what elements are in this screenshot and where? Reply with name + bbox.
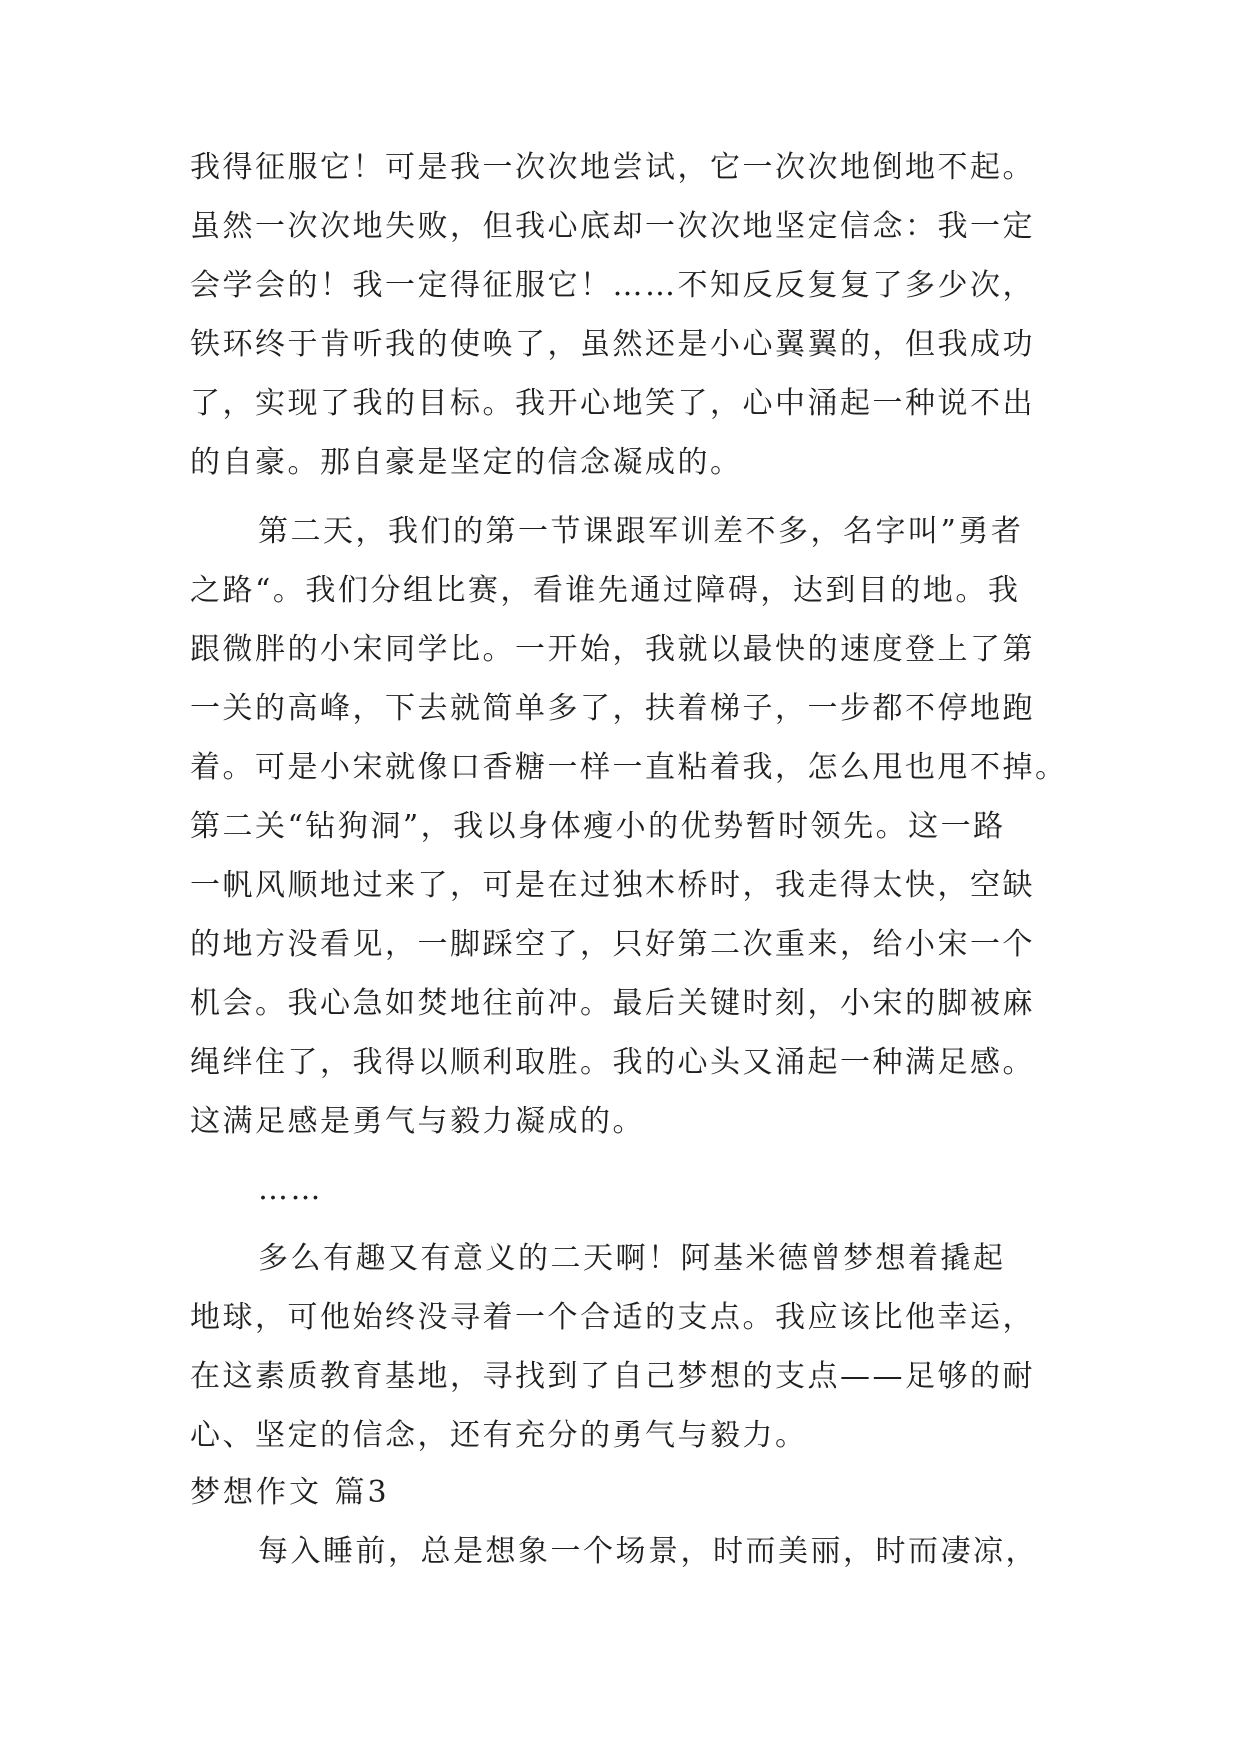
paragraph-1-line-5: 了，实现了我的目标。我开心地笑了，心中涌起一种说不出 (190, 386, 1035, 421)
paragraph-1-line-4: 铁环终于肯听我的使唤了，虽然还是小心翼翼的，但我成功 (190, 327, 1035, 362)
paragraph-3-line-2: 地球，可他始终没寻着一个合适的支点。我应该比他幸运， (190, 1300, 1035, 1335)
paragraph-2-line-4: 一关的高峰，下去就简单多了，扶着梯子，一步都不停地跑 (190, 691, 1035, 726)
paragraph-1-line-2: 虽然一次次地失败，但我心底却一次次地坚定信念：我一定 (190, 209, 1035, 244)
paragraph-2-line-5: 着。可是小宋就像口香糖一样一直粘着我，怎么甩也甩不掉。 (190, 750, 1068, 785)
paragraph-2-line-9: 机会。我心急如焚地往前冲。最后关键时刻，小宋的脚被麻 (190, 986, 1035, 1021)
paragraph-3-line-3: 在这素质教育基地，寻找到了自己梦想的支点——足够的耐 (190, 1359, 1035, 1394)
paragraph-4-line-1: 每入睡前，总是想象一个场景，时而美丽，时而凄凉， (258, 1534, 1038, 1569)
paragraph-3-line-1: 多么有趣又有意义的二天啊！阿基米德曾梦想着撬起 (258, 1241, 1006, 1276)
paragraph-2-line-3: 跟微胖的小宋同学比。一开始，我就以最快的速度登上了第 (190, 632, 1035, 667)
paragraph-3-line-4: 心、坚定的信念，还有充分的勇气与毅力。 (190, 1418, 808, 1453)
paragraph-1-line-1: 我得征服它！可是我一次次地尝试，它一次次地倒地不起。 (190, 150, 1035, 185)
paragraph-2-line-11: 这满足感是勇气与毅力凝成的。 (190, 1104, 645, 1139)
paragraph-2-line-2: 之路“。我们分组比赛，看谁先通过障碍，达到目的地。我 (190, 573, 1021, 608)
paragraph-2-line-6: 第二关“钻狗洞”，我以身体瘦小的优势暂时领先。这一路 (190, 809, 1006, 844)
paragraph-2-line-7: 一帆风顺地过来了，可是在过独木桥时，我走得太快，空缺 (190, 868, 1035, 903)
paragraph-2-line-10: 绳绊住了，我得以顺利取胜。我的心头又涌起一种满足感。 (190, 1045, 1035, 1080)
paragraph-2-line-1: 第二天，我们的第一节课跟军训差不多，名字叫”勇者 (258, 514, 1024, 549)
ellipsis-line: …… (258, 1172, 323, 1207)
paragraph-2-line-8: 的地方没看见，一脚踩空了，只好第二次重来，给小宋一个 (190, 927, 1035, 962)
paragraph-1-line-3: 会学会的！我一定得征服它！……不知反反复复了多少次， (190, 268, 1035, 303)
section-heading: 梦想作文 篇3 (190, 1475, 390, 1510)
paragraph-1-line-6: 的自豪。那自豪是坚定的信念凝成的。 (190, 445, 743, 480)
